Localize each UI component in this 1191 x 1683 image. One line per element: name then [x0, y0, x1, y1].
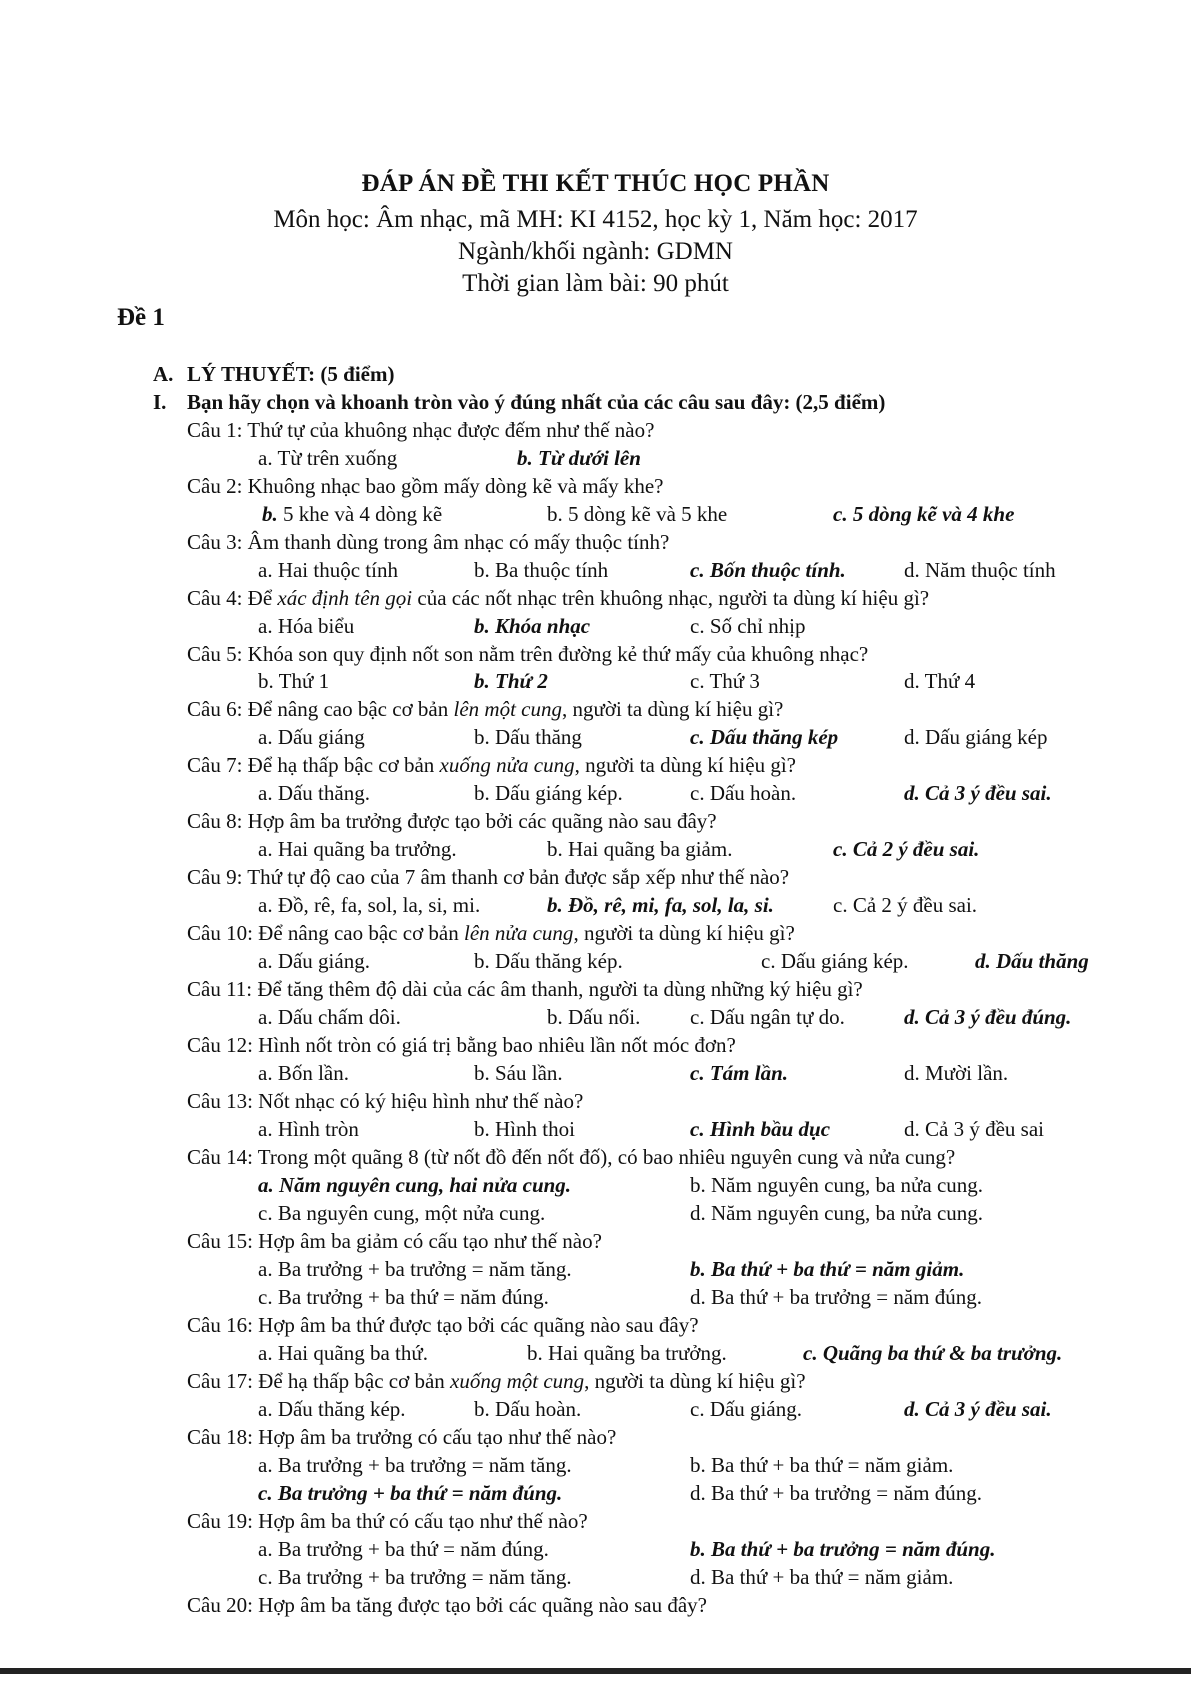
q14-option-b: b. Năm nguyên cung, ba nửa cung. [690, 1173, 984, 1197]
q7-option-c: c. Dấu hoàn. [690, 781, 797, 805]
q17-option-b: b. Dấu hoàn. [474, 1397, 582, 1421]
question-13: Câu 13: Nốt nhạc có ký hiệu hình như thế nào? [187, 1089, 584, 1113]
q6-option-c-answer: c. Dấu thăng kép [690, 725, 839, 749]
q9-option-a: a. Đồ, rê, fa, sol, la, si, mi. [258, 893, 481, 917]
exam-number: Đề 1 [117, 304, 165, 331]
q7-option-a: a. Dấu thăng. [258, 781, 370, 805]
question-5: Câu 5: Khóa son quy định nốt son nằm trên đường kẻ thứ mấy của khuông nhạc? [187, 642, 869, 666]
question-1: Câu 1: Thứ tự của khuông nhạc được đếm như thế nào? [187, 418, 655, 442]
q16-option-a: a. Hai quãng ba thứ. [258, 1341, 428, 1365]
question-11: Câu 11: Để tăng thêm độ dài của các âm thanh, người ta dùng những ký hiệu gì? [187, 977, 863, 1001]
q11-option-a: a. Dấu chấm dôi. [258, 1005, 401, 1029]
time-line: Thời gian làm bài: 90 phút [462, 270, 729, 297]
question-4: Câu 4: Để xác định tên gọi của các nốt nhạc trên khuông nhạc, người ta dùng kí hiệu gì? [187, 586, 930, 610]
q18-option-d: d. Ba thứ + ba trưởng = năm đúng. [690, 1481, 983, 1505]
q3-option-a: a. Hai thuộc tính [258, 558, 398, 582]
q10-option-b: b. Dấu thăng kép. [474, 949, 623, 973]
question-3: Câu 3: Âm thanh dùng trong âm nhạc có mấy thuộc tính? [187, 530, 670, 554]
document-title: ĐÁP ÁN ĐỀ THI KẾT THÚC HỌC PHẦN [361, 170, 830, 197]
question-18: Câu 18: Hợp âm ba trưởng có cấu tạo như thế nào? [187, 1425, 617, 1449]
q19-option-b-answer: b. Ba thứ + ba trưởng = năm đúng. [690, 1537, 996, 1561]
q9-option-c: c. Cả 2 ý đều sai. [833, 893, 978, 917]
q15-option-d: d. Ba thứ + ba trưởng = năm đúng. [690, 1285, 983, 1309]
q13-option-c-answer: c. Hình bầu dục [690, 1117, 831, 1141]
q15-option-c: c. Ba trưởng + ba thứ = năm đúng. [258, 1285, 549, 1309]
q16-option-b: b. Hai quãng ba trưởng. [527, 1341, 727, 1365]
question-7: Câu 7: Để hạ thấp bậc cơ bản xuống nửa cung, người ta dùng kí hiệu gì? [187, 753, 796, 777]
q13-option-d: d. Cả 3 ý đều sai [904, 1117, 1044, 1141]
question-6: Câu 6: Để nâng cao bậc cơ bản lên một cung, người ta dùng kí hiệu gì? [187, 697, 784, 721]
section-a-marker: A. [153, 362, 174, 386]
q8-option-c-answer: c. Cả 2 ý đều sai. [833, 837, 980, 861]
q18-option-c-answer: c. Ba trưởng + ba thứ = năm đúng. [258, 1481, 563, 1505]
q19-option-d: d. Ba thứ + ba thứ = năm giảm. [690, 1565, 954, 1589]
question-19: Câu 19: Hợp âm ba thứ có cấu tạo như thế nào? [187, 1509, 588, 1533]
q18-option-a: a. Ba trưởng + ba trưởng = năm tăng. [258, 1453, 572, 1477]
question-8: Câu 8: Hợp âm ba trưởng được tạo bởi các quãng nào sau đây? [187, 809, 717, 833]
q5-option-first: b. Thứ 1 [258, 669, 330, 693]
section-i-marker: I. [153, 390, 167, 414]
q3-option-c-answer: c. Bốn thuộc tính. [690, 558, 846, 582]
question-14: Câu 14: Trong một quãng 8 (từ nốt đồ đến nốt đố), có bao nhiêu nguyên cung và nửa cung? [187, 1145, 956, 1169]
q16-option-c-answer: c. Quãng ba thứ & ba trưởng. [803, 1341, 1063, 1365]
q2-option-c-answer: c. 5 dòng kẽ và 4 khe [833, 502, 1015, 526]
section-i-text: Bạn hãy chọn và khoanh tròn vào ý đúng nhất của các câu sau đây: (2,5 điểm) [187, 390, 886, 414]
q12-option-b: b. Sáu lần. [474, 1061, 563, 1085]
q4-option-a: a. Hóa biểu [258, 614, 355, 638]
section-a-text: LÝ THUYẾT: (5 điểm) [187, 362, 395, 386]
q14-option-c: c. Ba nguyên cung, một nửa cung. [258, 1201, 546, 1225]
q4-option-c: c. Số chỉ nhịp [690, 614, 806, 638]
q5-option-c: c. Thứ 3 [690, 669, 760, 693]
q17-option-d-answer: d. Cả 3 ý đều sai. [904, 1397, 1052, 1421]
q4-option-b-answer: b. Khóa nhạc [474, 614, 591, 638]
q15-option-a: a. Ba trưởng + ba trưởng = năm tăng. [258, 1257, 572, 1281]
q11-option-b: b. Dấu nối. [547, 1005, 641, 1029]
q5-option-d: d. Thứ 4 [904, 669, 976, 693]
q10-option-c: c. Dấu giáng kép. [761, 949, 909, 973]
page-bottom-edge [0, 1668, 1191, 1674]
q8-option-a: a. Hai quãng ba trưởng. [258, 837, 457, 861]
question-16: Câu 16: Hợp âm ba thứ được tạo bởi các quãng nào sau đây? [187, 1313, 699, 1337]
q17-option-c: c. Dấu giáng. [690, 1397, 802, 1421]
q7-option-d-answer: d. Cả 3 ý đều sai. [904, 781, 1052, 805]
q10-option-a: a. Dấu giáng. [258, 949, 370, 973]
q3-option-d: d. Năm thuộc tính [904, 558, 1056, 582]
major-line: Ngành/khối ngành: GDMN [458, 238, 733, 265]
question-15: Câu 15: Hợp âm ba giảm có cấu tạo như thế nào? [187, 1229, 602, 1253]
q13-option-a: a. Hình tròn [258, 1117, 359, 1141]
q14-option-d: d. Năm nguyên cung, ba nửa cung. [690, 1201, 984, 1225]
q2-option-first-text: 5 khe và 4 dòng kẽ [283, 502, 443, 526]
q7-option-b: b. Dấu giáng kép. [474, 781, 623, 805]
question-20: Câu 20: Hợp âm ba tăng được tạo bởi các quãng nào sau đây? [187, 1593, 707, 1617]
q12-option-a: a. Bốn lần. [258, 1061, 349, 1085]
q1-option-a: a. Từ trên xuống [258, 446, 398, 470]
q3-option-b: b. Ba thuộc tính [474, 558, 609, 582]
q6-option-b: b. Dấu thăng [474, 725, 582, 749]
q2-option-first-label: b. [262, 502, 278, 526]
question-17: Câu 17: Để hạ thấp bậc cơ bản xuống một cung, người ta dùng kí hiệu gì? [187, 1369, 806, 1393]
q8-option-b: b. Hai quãng ba giảm. [547, 837, 733, 861]
q9-option-b-answer: b. Đồ, rê, mi, fa, sol, la, si. [547, 893, 774, 917]
question-12: Câu 12: Hình nốt tròn có giá trị bằng bao nhiêu lần nốt móc đơn? [187, 1033, 736, 1057]
q2-option-first [262, 502, 442, 527]
q19-option-c: c. Ba trưởng + ba trưởng = năm tăng. [258, 1565, 572, 1589]
q13-option-b: b. Hình thoi [474, 1117, 575, 1141]
question-9: Câu 9: Thứ tự độ cao của 7 âm thanh cơ bản được sắp xếp như thế nào? [187, 865, 790, 889]
q18-option-b: b. Ba thứ + ba thứ = năm giảm. [690, 1453, 954, 1477]
q6-option-d: d. Dấu giáng kép [904, 725, 1048, 749]
q10-option-d-answer: d. Dấu thăng [975, 949, 1089, 973]
section-i-heading [153, 390, 885, 415]
q11-option-d-answer: d. Cả 3 ý đều đúng. [904, 1005, 1072, 1029]
q14-option-a-answer: a. Năm nguyên cung, hai nửa cung. [258, 1173, 572, 1197]
question-2: Câu 2: Khuông nhạc bao gồm mấy dòng kẽ và mấy khe? [187, 474, 664, 498]
q12-option-c-answer: c. Tám lần. [690, 1061, 788, 1085]
q2-option-b: b. 5 dòng kẽ và 5 khe [547, 502, 728, 526]
q11-option-c: c. Dấu ngân tự do. [690, 1005, 845, 1029]
q6-option-a: a. Dấu giáng [258, 725, 365, 749]
q15-option-b-answer: b. Ba thứ + ba thứ = năm giảm. [690, 1257, 965, 1281]
question-10: Câu 10: Để nâng cao bậc cơ bản lên nửa cung, người ta dùng kí hiệu gì? [187, 921, 795, 945]
q5-option-b-answer: b. Thứ 2 [474, 669, 548, 693]
section-a-heading [153, 362, 394, 387]
q1-option-b-answer: b. Từ dưới lên [517, 446, 641, 470]
q12-option-d: d. Mười lần. [904, 1061, 1009, 1085]
q19-option-a: a. Ba trưởng + ba thứ = năm đúng. [258, 1537, 549, 1561]
subject-line: Môn học: Âm nhạc, mã MH: KI 4152, học kỳ 1, Năm học: 2017 [273, 206, 918, 233]
q17-option-a: a. Dấu thăng kép. [258, 1397, 406, 1421]
